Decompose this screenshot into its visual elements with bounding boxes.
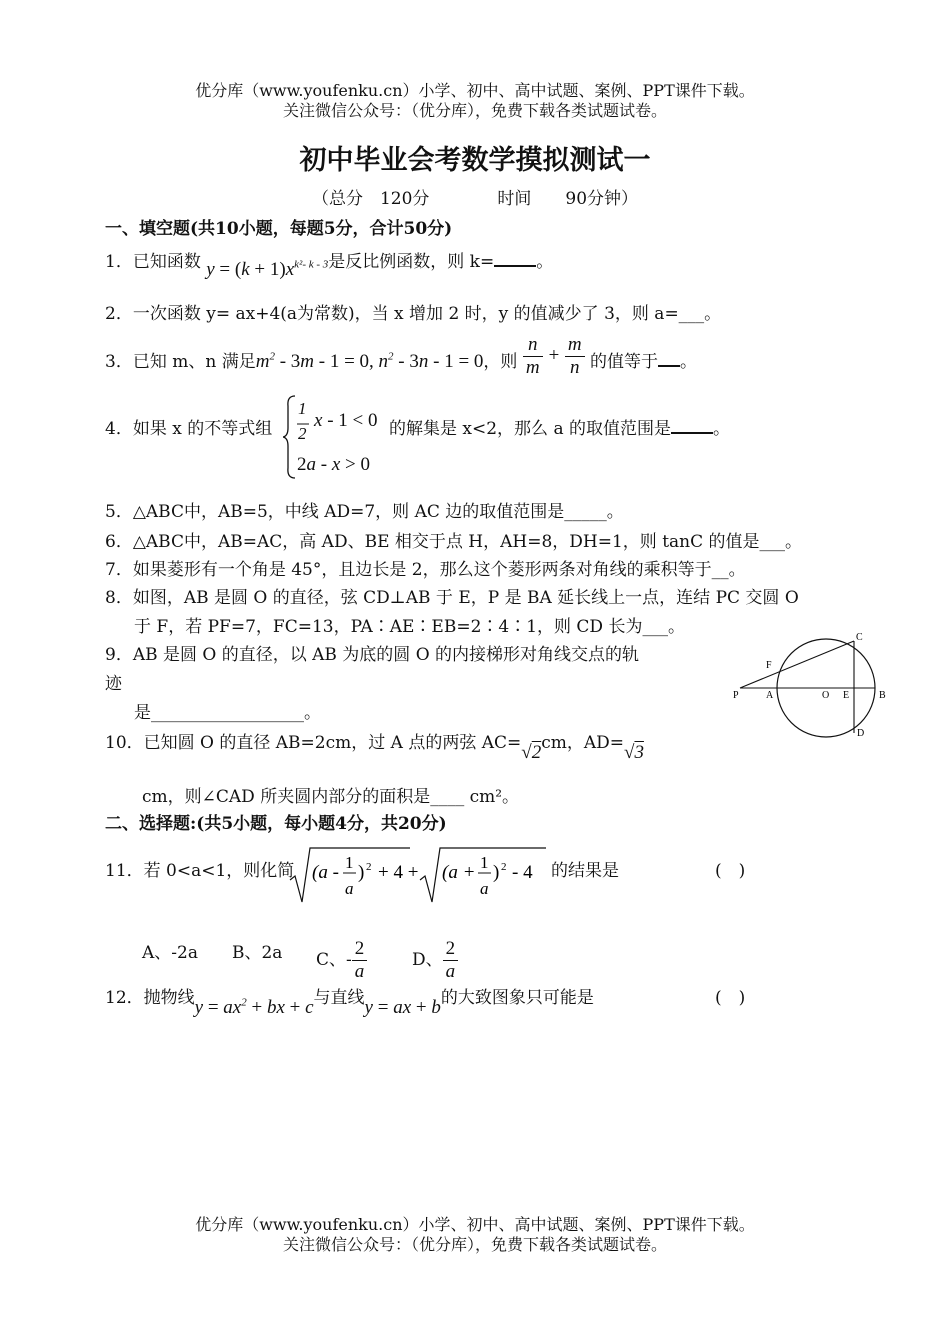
q4-ineq-2: 2a ‑ x > 0 (297, 454, 370, 475)
label-f: F (766, 660, 772, 671)
question-9-line-2: 迹 (105, 674, 122, 694)
q1-text-c: 。 (536, 252, 554, 272)
q10-text-a: 10．已知圆 O 的直径 AB=2cm，过 A 点的两弦 AC= (105, 733, 522, 753)
question-10-line-2: cm，则∠CAD 所夹圆内部分的面积是____ cm²。 (142, 787, 520, 807)
q4-frac-den: 2 (298, 424, 307, 443)
q3-plus: + (542, 344, 565, 366)
q11-option-c-frac: $\frac{2}{a}$ (352, 938, 368, 983)
label-c: C (856, 632, 863, 643)
q12-text-c: 的大致图象只可能是 (440, 988, 594, 1008)
question-10-line-1 (105, 728, 644, 763)
question-11-text-b: 的结果是 (551, 861, 619, 881)
q11-option-d-label: D、 (412, 949, 443, 970)
svg-text:‑ 4: ‑ 4 (512, 862, 533, 883)
q11-option-d[interactable] (412, 938, 458, 983)
q12-text-b: 与直线 (313, 988, 365, 1008)
section-1-heading: 一、填空题(共10小题，每题5分，合计50分) (105, 219, 453, 239)
question-9-line-1: 9．AB 是圆 O 的直径，以 AB 为底的圆 O 的内接梯形对角线交点的轨 (105, 645, 640, 665)
question-4-rest (389, 414, 730, 439)
q4-blank (671, 418, 713, 434)
q4-frac-num: 1 (298, 399, 307, 418)
q3-text-c: 的值等于 (590, 351, 659, 372)
svg-text:): ) (358, 862, 365, 883)
footer-line-1: 优分库（www.youfenku.cn）小学、初中、高中试题、案例、PPT课件下载。 (195, 1215, 755, 1234)
q11-option-b[interactable]: B、2a (232, 943, 283, 963)
q3-frac-n-over-m: $\frac{n}{m}$ (523, 334, 543, 379)
q12-text-a: 12．抛物线 (105, 988, 195, 1008)
label-o: O (822, 690, 830, 701)
q4-text-c: 。 (713, 419, 730, 439)
q12-parabola: $y = ax^2$ + bx + c (194, 996, 314, 1018)
svg-text:(a +: (a + (442, 862, 476, 883)
subtitle: （总分 120分 时间 90分钟） (311, 189, 639, 209)
header-line-2: 关注微信公众号：（优分库），免费下载各类试题试卷。 (282, 101, 667, 120)
question-9-line-3: 是__________________。 (134, 703, 321, 723)
q1-text-b: 是反比例函数，则 k= (328, 252, 495, 272)
label-e: E (843, 690, 850, 701)
q1-blank (494, 251, 536, 267)
label-p: P (733, 690, 739, 701)
q3-blank (658, 351, 680, 367)
q3-equations: $m^2$ ‑ 3m ‑ 1 = 0, $n^2$ ‑ 3n ‑ 1 = 0 (255, 350, 484, 372)
q10-sqrt-3: √3 (624, 742, 644, 763)
q11-option-d-frac: $\frac{2}{a}$ (443, 938, 459, 983)
q4-ineq-1: x ‑ 1 < 0 (314, 410, 378, 431)
svg-text:2: 2 (501, 861, 507, 873)
svg-text:1: 1 (480, 853, 489, 872)
q11-option-c[interactable] (316, 938, 367, 983)
question-8-line-1: 8．如图，AB 是圆 O 的直径，弦 CD⊥AB 于 E，P 是 BA 延长线上一点，连结 PC 交圆 O (105, 588, 799, 608)
label-b: B (879, 690, 886, 701)
svg-text:a: a (480, 879, 489, 898)
section-2-heading: 二、选择题:(共5小题，每小题4分，共20分) (105, 814, 447, 834)
q11-radicals (288, 842, 550, 908)
question-4-text (105, 414, 272, 439)
question-5: 5．△ABC中，AB=5，中线 AD=7，则 AC 边的取值范围是_____。 (105, 502, 624, 522)
question-12 (105, 983, 594, 1018)
svg-text:1: 1 (345, 853, 354, 872)
q4-text-b: 的解集是 x<2，那么 a 的取值范围是 (389, 419, 671, 439)
q1-text-a: 1．已知函数 (105, 252, 201, 272)
q3-frac-m-over-n: $\frac{m}{n}$ (565, 334, 585, 379)
circle-figure (728, 628, 898, 740)
header-line-1: 优分库（www.youfenku.cn）小学、初中、高中试题、案例、PPT课件下载。 (195, 81, 755, 100)
question-6: 6．△ABC中，AB=AC，高 AD、BE 相交于点 H，AH=8，DH=1，则 tanC 的值是___。 (105, 532, 803, 552)
q4-text-a: 4．如果 x 的不等式组 (105, 419, 273, 439)
svg-text:+ 4 +: + 4 + (378, 862, 419, 883)
question-7: 7．如果菱形有一个角是 45°，且边长是 2，那么这个菱形两条对角线的乘积等于__。 (105, 560, 746, 580)
question-3 (105, 334, 697, 379)
svg-text:a: a (345, 879, 354, 898)
q12-line: y = ax + b (364, 997, 441, 1018)
question-8-line-2: 于 F，若 PF=7，FC=13，PA∶AE∶EB=2∶4∶1，则 CD 长为___。 (134, 617, 685, 637)
q1-formula: $y = (k + 1)x^{k^2‑ k ‑ 3}$ (206, 258, 329, 280)
q3-text-b: ，则 (483, 351, 518, 372)
svg-text:(a ‑: (a ‑ (312, 862, 339, 883)
q3-text-a: 3．已知 m、n 满足 (105, 351, 256, 372)
label-a: A (766, 690, 774, 701)
q3-text-d: 。 (680, 351, 698, 372)
q10-text-b: cm，AD= (541, 733, 625, 753)
question-2: 2．一次函数 y= ax+4(a为常数)，当 x 增加 2 时，y 的值减少了 3，则 a=___。 (105, 304, 722, 324)
question-11-text-a: 11．若 0<a<1，则化简 (105, 861, 295, 881)
svg-text:2: 2 (366, 861, 372, 873)
page-title: 初中毕业会考数学摸拟测试一 (299, 145, 651, 176)
q11-answer-paren[interactable]: ( ) (715, 861, 746, 881)
svg-text:): ) (493, 862, 500, 883)
q12-answer-paren[interactable]: ( ) (715, 988, 746, 1008)
q11-option-c-label: C、- (316, 949, 352, 970)
footer-line-2: 关注微信公众号：（优分库），免费下载各类试题试卷。 (282, 1235, 667, 1254)
q4-inequality-system (283, 392, 389, 482)
q10-sqrt-2: √2 (521, 742, 542, 763)
question-1 (105, 247, 554, 280)
label-d: D (857, 728, 865, 739)
q11-option-a[interactable]: A、-2a (142, 943, 198, 963)
